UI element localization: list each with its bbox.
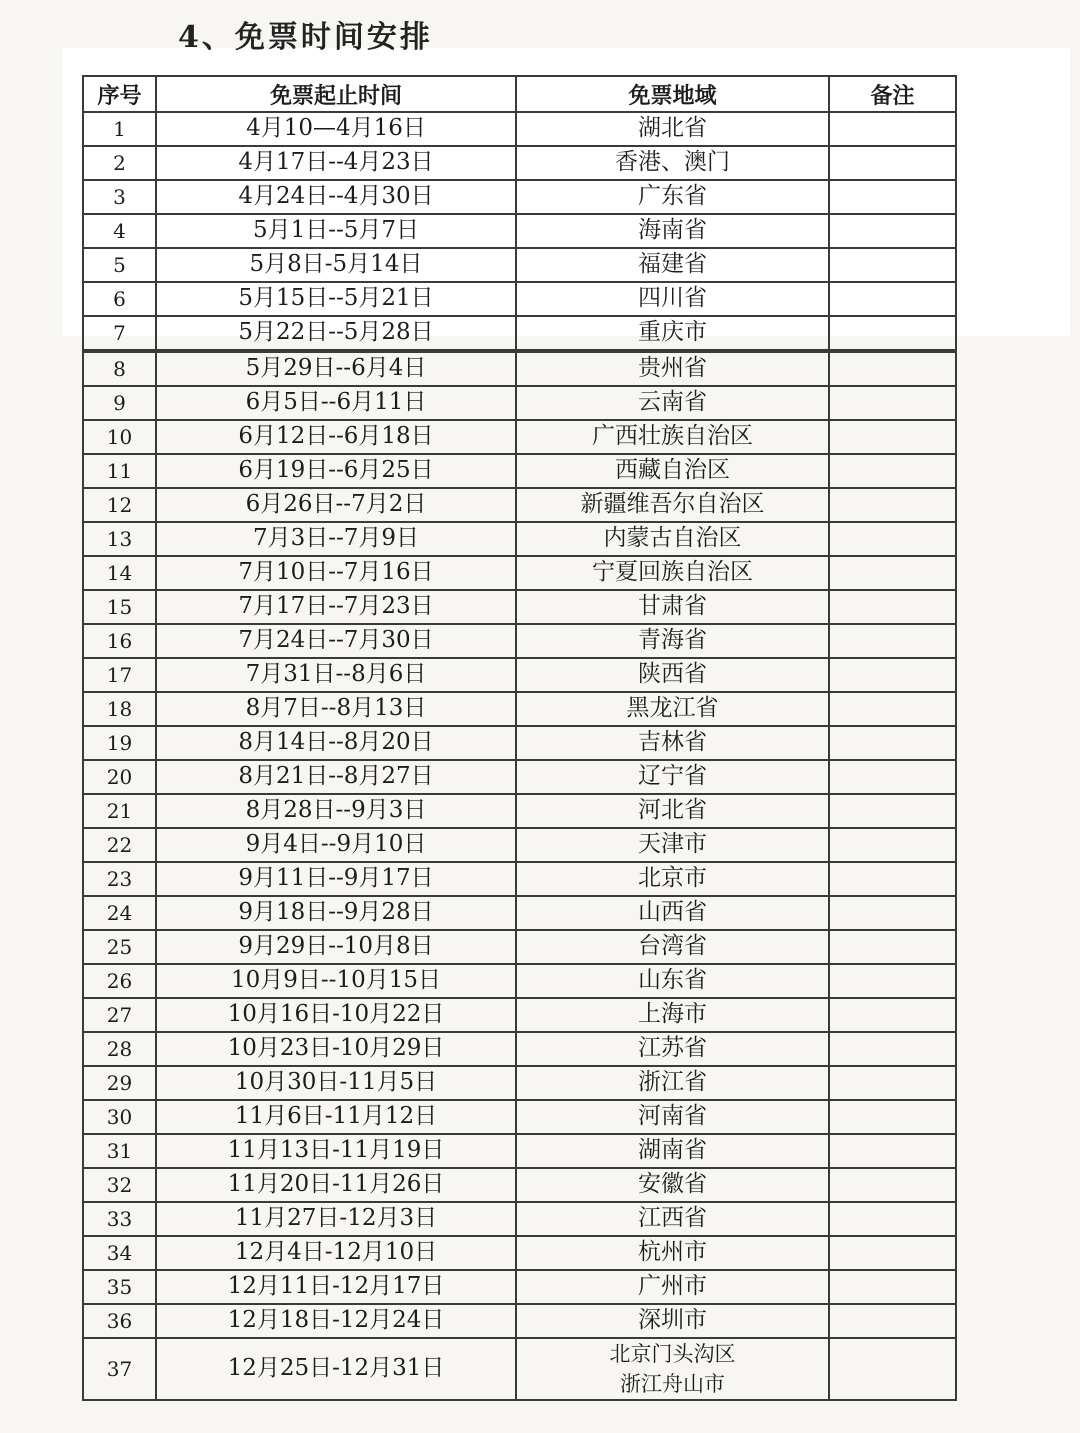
cell-note <box>829 726 956 760</box>
cell-index: 34 <box>83 1236 156 1270</box>
table-row <box>83 692 956 726</box>
cell-note <box>829 964 956 998</box>
header-region: 免票地域 <box>516 76 829 112</box>
cell-note <box>829 1202 956 1236</box>
cell-note <box>829 590 956 624</box>
cell-region: 安徽省 <box>516 1168 829 1202</box>
cell-period: 9月18日--9月28日 <box>156 896 516 930</box>
cell-note <box>829 760 956 794</box>
table-row <box>83 624 956 658</box>
cell-note <box>829 1236 956 1270</box>
region-line: 北京门头沟区 <box>609 1342 736 1366</box>
cell-index: 17 <box>83 658 156 692</box>
cell-period: 7月17日--7月23日 <box>156 590 516 624</box>
table-row <box>83 1168 956 1202</box>
cell-period: 11月13日-11月19日 <box>156 1134 516 1168</box>
table-row <box>83 658 956 692</box>
cell-index: 22 <box>83 828 156 862</box>
cell-period: 8月7日--8月13日 <box>156 692 516 726</box>
cell-period: 6月19日--6月25日 <box>156 454 516 488</box>
table-row <box>83 454 956 488</box>
cell-region: 天津市 <box>516 828 829 862</box>
cell-region: 江苏省 <box>516 1032 829 1066</box>
cell-index: 26 <box>83 964 156 998</box>
cell-period: 8月14日--8月20日 <box>156 726 516 760</box>
cell-note <box>829 180 956 214</box>
cell-period: 7月31日--8月6日 <box>156 658 516 692</box>
cell-region: 江西省 <box>516 1202 829 1236</box>
cell-region: 陕西省 <box>516 658 829 692</box>
table-row <box>83 1338 956 1400</box>
cell-period: 6月26日--7月2日 <box>156 488 516 522</box>
cell-index: 31 <box>83 1134 156 1168</box>
cell-period: 5月8日-5月14日 <box>156 248 516 282</box>
cell-index: 18 <box>83 692 156 726</box>
cell-index: 21 <box>83 794 156 828</box>
cell-region: 深圳市 <box>516 1304 829 1338</box>
cell-period: 11月27日-12月3日 <box>156 1202 516 1236</box>
cell-index: 30 <box>83 1100 156 1134</box>
free-ticket-schedule-table <box>82 75 957 1401</box>
cell-note <box>829 862 956 896</box>
cell-period: 11月20日-11月26日 <box>156 1168 516 1202</box>
cell-region: 上海市 <box>516 998 829 1032</box>
cell-note <box>829 1066 956 1100</box>
table-row <box>83 248 956 282</box>
cell-period: 12月11日-12月17日 <box>156 1270 516 1304</box>
cell-note <box>829 351 956 386</box>
table-row <box>83 522 956 556</box>
table-row <box>83 316 956 351</box>
cell-index: 12 <box>83 488 156 522</box>
cell-region: 云南省 <box>516 386 829 420</box>
cell-region: 广东省 <box>516 180 829 214</box>
cell-period: 10月16日-10月22日 <box>156 998 516 1032</box>
cell-note <box>829 386 956 420</box>
cell-index: 13 <box>83 522 156 556</box>
cell-index: 2 <box>83 146 156 180</box>
table-row <box>83 862 956 896</box>
cell-index: 23 <box>83 862 156 896</box>
cell-region: 重庆市 <box>516 316 829 351</box>
table-body <box>83 112 956 1400</box>
table-row <box>83 1134 956 1168</box>
region-line: 浙江舟山市 <box>620 1372 725 1396</box>
table-row <box>83 1304 956 1338</box>
cell-index: 19 <box>83 726 156 760</box>
cell-note <box>829 282 956 316</box>
cell-period: 10月9日--10月15日 <box>156 964 516 998</box>
cell-region: 辽宁省 <box>516 760 829 794</box>
cell-note <box>829 1338 956 1400</box>
cell-index: 27 <box>83 998 156 1032</box>
cell-period: 4月17日--4月23日 <box>156 146 516 180</box>
cell-period: 6月5日--6月11日 <box>156 386 516 420</box>
cell-index: 29 <box>83 1066 156 1100</box>
cell-region: 河南省 <box>516 1100 829 1134</box>
cell-region: 河北省 <box>516 794 829 828</box>
table-row <box>83 214 956 248</box>
table-row <box>83 180 956 214</box>
cell-note <box>829 794 956 828</box>
cell-index: 32 <box>83 1168 156 1202</box>
cell-region: 四川省 <box>516 282 829 316</box>
cell-region: 广州市 <box>516 1270 829 1304</box>
cell-region: 新疆维吾尔自治区 <box>516 488 829 522</box>
cell-note <box>829 1304 956 1338</box>
cell-note <box>829 692 956 726</box>
cell-note <box>829 998 956 1032</box>
header-period: 免票起止时间 <box>156 76 516 112</box>
table-row <box>83 1100 956 1134</box>
cell-note <box>829 1168 956 1202</box>
cell-period: 9月4日--9月10日 <box>156 828 516 862</box>
cell-index: 4 <box>83 214 156 248</box>
cell-region: 湖北省 <box>516 112 829 146</box>
table-row <box>83 1066 956 1100</box>
cell-region: 浙江省 <box>516 1066 829 1100</box>
cell-region: 台湾省 <box>516 930 829 964</box>
cell-period: 5月22日--5月28日 <box>156 316 516 351</box>
table-row <box>83 828 956 862</box>
cell-index: 33 <box>83 1202 156 1236</box>
cell-note <box>829 146 956 180</box>
cell-note <box>829 1270 956 1304</box>
header-note: 备注 <box>829 76 956 112</box>
table-row <box>83 964 956 998</box>
cell-index: 6 <box>83 282 156 316</box>
cell-period: 10月30日-11月5日 <box>156 1066 516 1100</box>
cell-region: 山东省 <box>516 964 829 998</box>
cell-period: 7月24日--7月30日 <box>156 624 516 658</box>
cell-note <box>829 828 956 862</box>
table-row <box>83 146 956 180</box>
cell-note <box>829 454 956 488</box>
cell-index: 11 <box>83 454 156 488</box>
table-row <box>83 112 956 146</box>
cell-region: 宁夏回族自治区 <box>516 556 829 590</box>
table-row <box>83 1032 956 1066</box>
cell-note <box>829 896 956 930</box>
cell-note <box>829 658 956 692</box>
cell-period: 5月29日--6月4日 <box>156 351 516 386</box>
table-header-row <box>83 76 956 112</box>
cell-index: 24 <box>83 896 156 930</box>
cell-index: 16 <box>83 624 156 658</box>
cell-index: 1 <box>83 112 156 146</box>
cell-period: 8月28日--9月3日 <box>156 794 516 828</box>
cell-index: 15 <box>83 590 156 624</box>
cell-region: 黑龙江省 <box>516 692 829 726</box>
cell-index: 5 <box>83 248 156 282</box>
cell-region: 香港、澳门 <box>516 146 829 180</box>
table-row <box>83 760 956 794</box>
cell-period: 12月18日-12月24日 <box>156 1304 516 1338</box>
cell-period: 9月29日--10月8日 <box>156 930 516 964</box>
cell-region: 甘肃省 <box>516 590 829 624</box>
cell-period: 7月10日--7月16日 <box>156 556 516 590</box>
cell-index: 10 <box>83 420 156 454</box>
cell-note <box>829 488 956 522</box>
cell-index: 7 <box>83 316 156 351</box>
cell-region: 青海省 <box>516 624 829 658</box>
cell-index: 35 <box>83 1270 156 1304</box>
cell-region: 贵州省 <box>516 351 829 386</box>
cell-index: 37 <box>83 1338 156 1400</box>
cell-index: 20 <box>83 760 156 794</box>
cell-note <box>829 1100 956 1134</box>
table-row <box>83 282 956 316</box>
cell-period: 9月11日--9月17日 <box>156 862 516 896</box>
header-index: 序号 <box>83 76 156 112</box>
cell-note <box>829 1032 956 1066</box>
cell-region: 杭州市 <box>516 1236 829 1270</box>
table-row <box>83 351 956 386</box>
table-row <box>83 420 956 454</box>
table-row <box>83 488 956 522</box>
cell-index: 36 <box>83 1304 156 1338</box>
cell-period: 4月10—4月16日 <box>156 112 516 146</box>
cell-period: 8月21日--8月27日 <box>156 760 516 794</box>
cell-region: 北京市 <box>516 862 829 896</box>
cell-index: 14 <box>83 556 156 590</box>
table-row <box>83 930 956 964</box>
cell-period: 4月24日--4月30日 <box>156 180 516 214</box>
cell-region: 吉林省 <box>516 726 829 760</box>
table-row <box>83 386 956 420</box>
cell-index: 3 <box>83 180 156 214</box>
cell-period: 7月3日--7月9日 <box>156 522 516 556</box>
cell-period: 5月1日--5月7日 <box>156 214 516 248</box>
cell-region <box>516 1338 829 1400</box>
cell-period: 11月6日-11月12日 <box>156 1100 516 1134</box>
cell-note <box>829 214 956 248</box>
table-row <box>83 794 956 828</box>
cell-note <box>829 1134 956 1168</box>
cell-index: 25 <box>83 930 156 964</box>
table-row <box>83 1202 956 1236</box>
cell-period: 12月25日-12月31日 <box>156 1338 516 1400</box>
cell-period: 12月4日-12月10日 <box>156 1236 516 1270</box>
cell-region: 海南省 <box>516 214 829 248</box>
cell-note <box>829 316 956 351</box>
table-row <box>83 556 956 590</box>
cell-index: 9 <box>83 386 156 420</box>
cell-note <box>829 420 956 454</box>
cell-region: 西藏自治区 <box>516 454 829 488</box>
table-row <box>83 998 956 1032</box>
cell-region: 山西省 <box>516 896 829 930</box>
cell-period: 5月15日--5月21日 <box>156 282 516 316</box>
cell-region: 内蒙古自治区 <box>516 522 829 556</box>
cell-period: 10月23日-10月29日 <box>156 1032 516 1066</box>
cell-region: 福建省 <box>516 248 829 282</box>
section-title: 4、免票时间安排 <box>178 20 433 55</box>
table-row <box>83 1270 956 1304</box>
cell-region: 广西壮族自治区 <box>516 420 829 454</box>
table-row <box>83 1236 956 1270</box>
cell-note <box>829 930 956 964</box>
table-row <box>83 726 956 760</box>
cell-note <box>829 556 956 590</box>
cell-note <box>829 112 956 146</box>
cell-index: 28 <box>83 1032 156 1066</box>
cell-index: 8 <box>83 351 156 386</box>
table-row <box>83 590 956 624</box>
cell-note <box>829 522 956 556</box>
cell-note <box>829 624 956 658</box>
cell-period: 6月12日--6月18日 <box>156 420 516 454</box>
cell-region: 湖南省 <box>516 1134 829 1168</box>
table-row <box>83 896 956 930</box>
cell-note <box>829 248 956 282</box>
